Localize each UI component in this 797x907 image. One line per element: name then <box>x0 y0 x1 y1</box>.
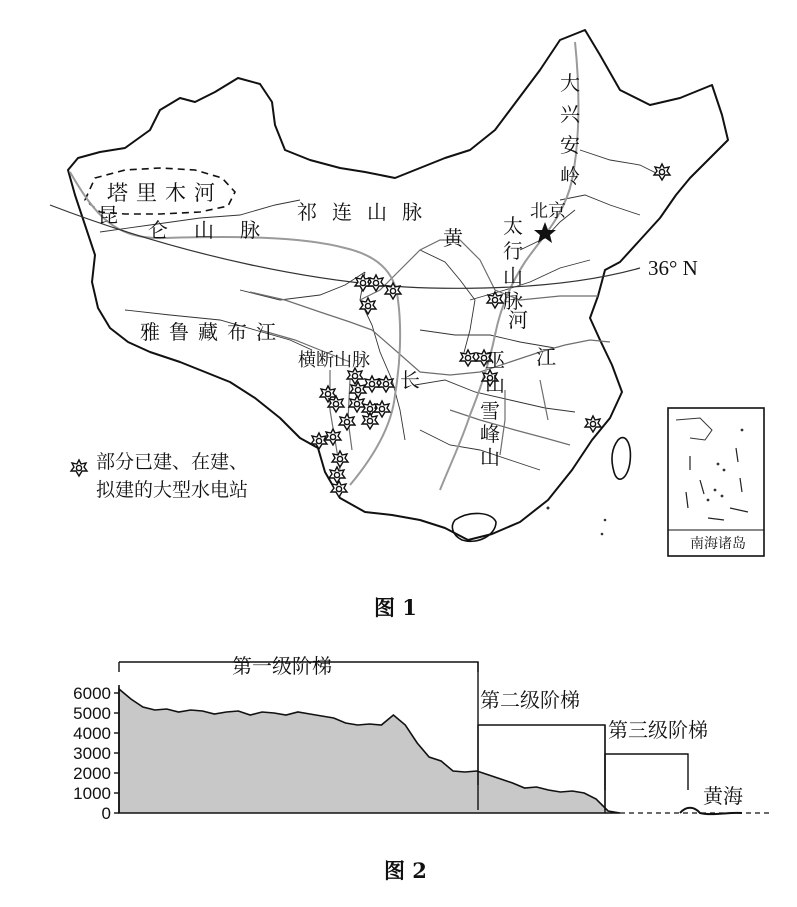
stair-bracket <box>605 754 688 790</box>
label-kunlun-1: 昆 <box>98 203 118 227</box>
y-tick-label: 5000 <box>73 704 111 723</box>
label-wushan: 巫山 <box>485 348 505 396</box>
hydropower-station-marker <box>311 433 327 449</box>
y-tick-label: 1000 <box>73 784 111 803</box>
label-yellow-river: 黄 <box>443 226 463 250</box>
y-tick-label: 6000 <box>73 684 111 703</box>
sea-label: 黄海 <box>703 784 743 808</box>
label-south-sea-islands: 南海诸岛 <box>690 536 746 552</box>
coastal-islands <box>547 507 607 536</box>
sea-surface-mark <box>680 808 742 814</box>
label-beijing: 北京 <box>530 201 566 222</box>
y-tick-label: 2000 <box>73 764 111 783</box>
legend-line-1: 部分已建、在建、 <box>96 451 249 473</box>
hainan-island <box>452 513 496 541</box>
figure1-caption: 图 1 <box>374 595 417 620</box>
label-xuefeng-mountain: 雪峰山 <box>480 399 500 469</box>
hydropower-station-marker <box>654 164 670 180</box>
label-yarlung-zangbo: 雅鲁藏布江 <box>140 320 285 344</box>
stair-label: 第二级阶梯 <box>480 688 580 712</box>
hydropower-station-marker <box>374 401 390 417</box>
hydropower-station-marker <box>325 429 341 445</box>
hydropower-station-marker <box>360 298 376 314</box>
label-jiang: 江 <box>536 345 556 369</box>
taiwan-island <box>612 438 630 480</box>
hydropower-station-marker <box>585 416 601 432</box>
hydropower-station-marker <box>339 414 355 430</box>
label-taihang-mountains: 太行山脉 <box>503 214 523 313</box>
hydropower-station-marker <box>364 376 380 392</box>
y-tick-label: 3000 <box>73 744 111 763</box>
label-kunlun-mountains: 仑山脉 <box>148 218 286 242</box>
label-hengduan-mountains: 横断山脉 <box>298 350 370 371</box>
legend <box>96 449 248 504</box>
label-tarim-river: 塔里木河 <box>107 181 223 205</box>
figure2-caption: 图 2 <box>384 858 427 883</box>
hydropower-station-marker <box>329 467 345 483</box>
terrain-profile-chart <box>0 650 797 850</box>
hydropower-station-icon <box>69 458 89 478</box>
hydropower-station-marker <box>362 413 378 429</box>
legend-line-2: 拟建的大型水电站 <box>96 478 249 501</box>
stair-label: 第一级阶梯 <box>232 654 332 678</box>
label-chang: 长 <box>400 368 420 392</box>
label-daxinganling: 大兴安岭 <box>560 71 580 188</box>
south-sea-inset <box>668 408 764 556</box>
y-tick-label: 4000 <box>73 724 111 743</box>
label-qilian-mountains: 祁连山脉 <box>297 200 437 224</box>
y-tick-label: 0 <box>101 804 111 823</box>
hydropower-station-marker <box>332 451 348 467</box>
label-36n: 36° N <box>648 256 698 280</box>
hydropower-station-marker <box>331 481 347 497</box>
stair-label: 第三级阶梯 <box>608 718 708 742</box>
hydropower-station-marker <box>350 382 366 398</box>
label-he: 河 <box>508 308 528 332</box>
hydropower-station-marker <box>460 350 476 366</box>
